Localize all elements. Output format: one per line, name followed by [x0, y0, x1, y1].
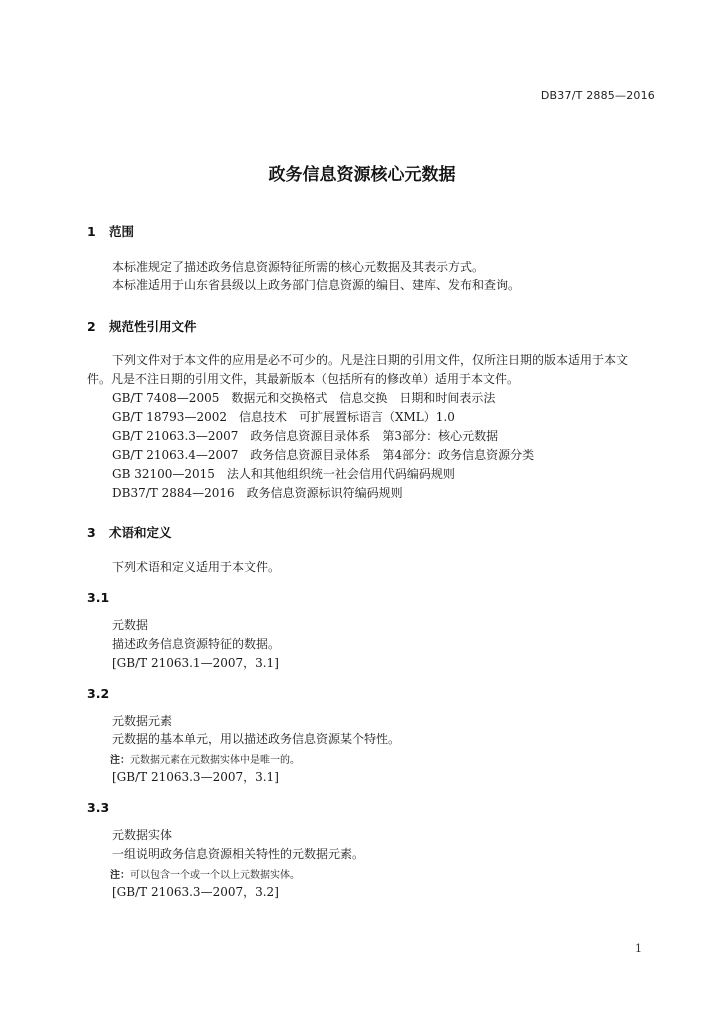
section-1-heading [87, 222, 134, 240]
term-definition: 元数据的基本单元，用以描述政务信息资源某个特性。 [112, 732, 401, 746]
term-definition: 一组说明政务信息资源相关特性的元数据元素。 [112, 847, 365, 861]
reference-item: GB 32100—2015 法人和其他组织统一社会信用代码编码规则 [112, 467, 455, 481]
reference-item: GB/T 7408—2005 数据元和交换格式 信息交换 日期和时间表示法 [112, 391, 496, 405]
term-name: 元数据元素 [112, 714, 173, 728]
reference-item: GB/T 18793—2002 信息技术 可扩展置标语言（XML）1.0 [112, 410, 455, 424]
document-title: 政务信息资源核心元数据 [268, 165, 456, 185]
section-number: 3 [87, 525, 96, 540]
section-3-heading [87, 523, 172, 541]
term-name: 元数据实体 [112, 828, 173, 842]
paragraph: 下列术语和定义适用于本文件。 [112, 560, 281, 574]
section-2-heading [87, 317, 197, 335]
note-label: 注： [110, 870, 130, 881]
term-source: [GB/T 21063.3—2007，3.2] [112, 885, 279, 899]
note-label: 注： [110, 755, 130, 766]
term-number: 3.3 [87, 800, 110, 815]
note-text: 可以包含一个或一个以上元数据实体。 [130, 870, 300, 881]
page-number: 1 [635, 942, 642, 955]
reference-item: GB/T 21063.3—2007 政务信息资源目录体系 第3部分：核心元数据 [112, 429, 499, 443]
reference-item: DB37/T 2884—2016 政务信息资源标识符编码规则 [112, 486, 403, 500]
term-source: [GB/T 21063.3—2007，3.1] [112, 770, 279, 784]
section-number: 1 [87, 224, 96, 239]
paragraph: 本标准规定了描述政务信息资源特征所需的核心元数据及其表示方式。 [112, 260, 485, 274]
section-title: 规范性引用文件 [109, 319, 197, 334]
term-source: [GB/T 21063.1—2007，3.1] [112, 656, 279, 670]
paragraph: 本标准适用于山东省县级以上政务部门信息资源的编目、建库、发布和查询。 [112, 278, 521, 292]
term-note [110, 751, 300, 766]
standard-code: DB37/T 2885—2016 [540, 89, 655, 102]
reference-item: GB/T 21063.4—2007 政务信息资源目录体系 第4部分：政务信息资源分类 [112, 448, 535, 462]
section-title: 术语和定义 [109, 525, 172, 540]
term-note [110, 866, 300, 881]
paragraph: 下列文件对于本文件的应用是必不可少的。凡是注日期的引用文件，仅所注日期的版本适用于本文 [112, 353, 629, 367]
paragraph: 件。凡是不注日期的引用文件，其最新版本（包括所有的修改单）适用于本文件。 [87, 372, 520, 386]
section-number: 2 [87, 319, 96, 334]
term-number: 3.1 [87, 590, 110, 605]
section-title: 范围 [109, 224, 135, 239]
note-text: 元数据元素在元数据实体中是唯一的。 [130, 755, 300, 766]
term-number: 3.2 [87, 686, 110, 701]
term-definition: 描述政务信息资源特征的数据。 [112, 637, 281, 651]
term-name: 元数据 [112, 618, 149, 632]
